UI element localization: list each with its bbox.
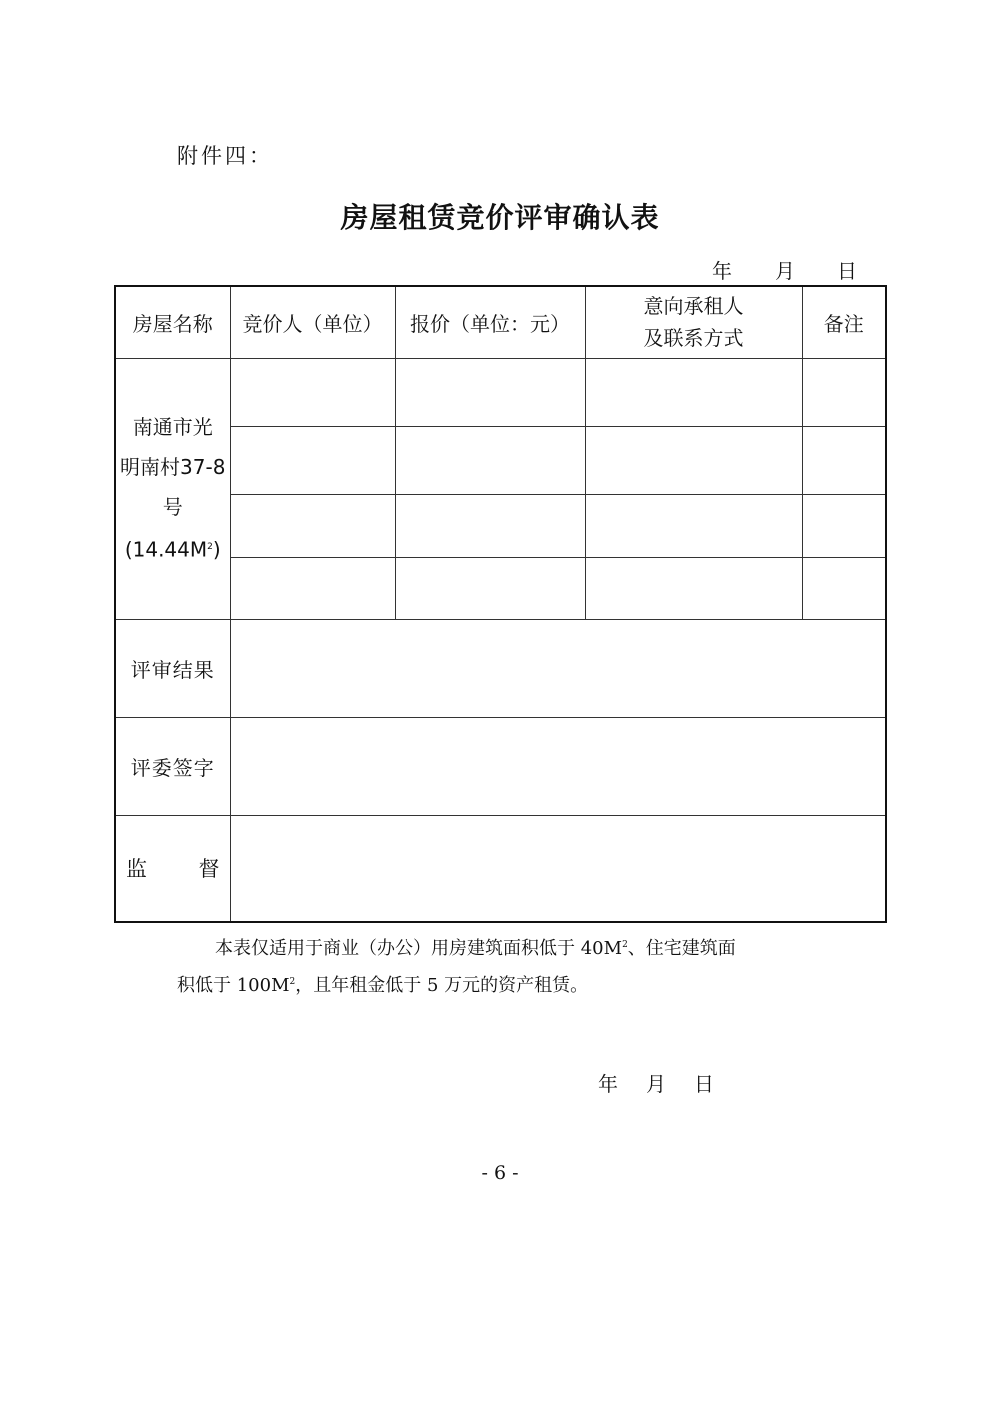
attachment-label: 附件四： [177, 144, 273, 168]
house-name-line1: 南通市光 [132, 415, 213, 440]
bidder-cell[interactable] [230, 358, 395, 426]
date-top-day: 日 [837, 259, 857, 283]
review-result-field[interactable] [230, 619, 886, 717]
house-name-cell [115, 358, 230, 619]
quote-cell[interactable] [395, 494, 585, 557]
bid-review-table [114, 285, 887, 923]
bid-row [115, 494, 886, 557]
date-bottom-month: 月 [646, 1072, 666, 1096]
supervision-char1: 监 [126, 857, 147, 882]
review-result-row [115, 619, 886, 717]
house-name-line2: 明南村37-8 [120, 455, 226, 480]
header-lessee-line1: 意向承租人 [643, 294, 744, 319]
header-row [115, 286, 886, 358]
bidder-cell[interactable] [230, 494, 395, 557]
house-name-line3: 号$(14.44M^2)$ [124, 495, 221, 562]
bid-row [115, 557, 886, 619]
committee-signature-label: 评委签字 [115, 717, 230, 815]
supervision-label [115, 815, 230, 922]
supervision-char2: 督 [198, 857, 220, 882]
quote-cell[interactable] [395, 358, 585, 426]
committee-signature-row [115, 717, 886, 815]
header-house-name: 房屋名称 [115, 286, 230, 358]
note-line1: 本表仅适用于商业（办公）用房建筑面积低于 $40M^2$、住宅建筑面 [215, 938, 736, 959]
lessee-cell[interactable] [585, 426, 802, 494]
bid-row [115, 426, 886, 494]
date-top-year: 年 [712, 259, 732, 283]
lessee-cell[interactable] [585, 557, 802, 619]
remark-cell[interactable] [802, 358, 886, 426]
page-title: 房屋租赁竞价评审确认表 [340, 201, 660, 234]
date-top-month: 月 [775, 259, 795, 283]
lessee-cell[interactable] [585, 358, 802, 426]
bid-row [115, 358, 886, 426]
date-bottom-day: 日 [694, 1072, 714, 1096]
supervision-field[interactable] [230, 815, 886, 922]
header-intended-lessee [585, 286, 802, 358]
remark-cell[interactable] [802, 494, 886, 557]
quote-cell[interactable] [395, 557, 585, 619]
date-bottom-year: 年 [598, 1072, 618, 1096]
note-line2: 积低于 $100M^2$，且年租金低于 5 万元的资产租赁。 [177, 975, 589, 996]
header-remark: 备注 [802, 286, 886, 358]
quote-cell[interactable] [395, 426, 585, 494]
header-lessee-line2: 及联系方式 [643, 326, 744, 351]
page-number: - 6 - [481, 1162, 519, 1184]
committee-signature-field[interactable] [230, 717, 886, 815]
review-result-label: 评审结果 [115, 619, 230, 717]
remark-cell[interactable] [802, 426, 886, 494]
supervision-row [115, 815, 886, 922]
lessee-cell[interactable] [585, 494, 802, 557]
bidder-cell[interactable] [230, 557, 395, 619]
remark-cell[interactable] [802, 557, 886, 619]
header-bidder: 竞价人（单位） [230, 286, 395, 358]
bidder-cell[interactable] [230, 426, 395, 494]
header-quote: 报价（单位：元） [395, 286, 585, 358]
